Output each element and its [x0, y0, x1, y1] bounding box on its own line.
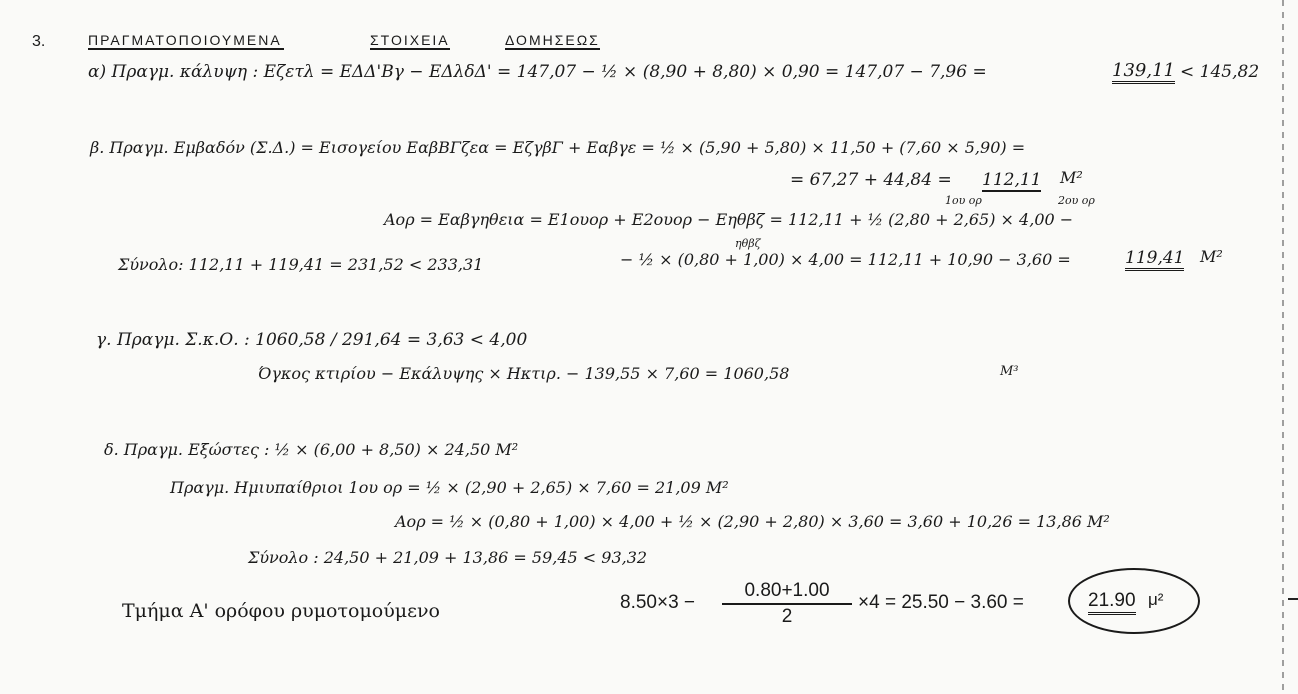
section-number: 3. — [32, 33, 46, 50]
section-d-line1: δ. Πραγμ. Εξώστες : ½ × (6,00 + 8,50) × 24,50 Μ² — [104, 440, 519, 459]
header-title-3: ΔΟΜΗΣΕΩΣ — [505, 32, 600, 48]
header-title-2: ΣΤΟΙΧΕΙΑ — [370, 32, 450, 48]
section-e-fraction — [722, 580, 852, 628]
section-b-line2-prefix: = 67,27 + 44,84 = — [790, 170, 952, 190]
section-b-line2-result: 112,11 — [982, 170, 1042, 190]
fraction-numerator: 0.80+1.00 — [744, 580, 830, 601]
section-a-limit: < 145,82 — [1180, 62, 1260, 82]
section-e-expr-right: ×4 = 25.50 − 3.60 = — [858, 592, 1024, 613]
section-c-line2: Όγκος κτιρίου − Εκάλυψης × Ηκτιρ. − 139,55 × 7,60 = 1060,58 — [258, 364, 790, 383]
section-b-line3: Αορ = Εαβγηθεια = Ε1ουορ + Ε2ουορ − Εηθβζ = 112,11 + ½ (2,80 + 2,65) × 4,00 − — [384, 210, 1074, 229]
section-b-above2: 2ου ορ — [1058, 194, 1095, 207]
section-c-line1: γ. Πραγμ. Σ.κ.Ο. : 1060,58 / 291,64 = 3,63 < 4,00 — [96, 330, 528, 350]
section-b-above1: 1ου ορ — [945, 194, 982, 207]
section-b-line2-unit: Μ² — [1060, 168, 1083, 187]
section-c-unit: Μ³ — [1000, 364, 1019, 379]
section-d-line2: Πραγμ. Ημιυπαίθριοι 1ου ορ = ½ × (2,90 + 2,65) × 7,60 = 21,09 Μ² — [170, 478, 729, 497]
section-a-result: 139,11 — [1112, 60, 1175, 84]
margin-mark — [1288, 598, 1298, 600]
section-d-line4: Σύνολο : 24,50 + 21,09 + 13,86 = 59,45 < 93,32 — [248, 548, 648, 567]
section-b-line1: β. Πραγμ. Εμβαδόν (Σ.Δ.) = Εισογείου ΕαβΒΓζεα = ΕζγβΓ + Εαβγε = ½ × (5,90 + 5,80) × 11,50 + (7,60 × 5,90) = — [90, 138, 1026, 157]
section-b-check: Σύνολο: 112,11 + 119,41 = 231,52 < 233,31 — [118, 255, 484, 274]
section-b-line4-result: 119,41 — [1125, 248, 1184, 271]
section-a-text: α) Πραγμ. κάλυψη : Εζετλ = ΕΔΔ'Βγ − ΕΔλδΔ' = 147,07 − ½ × (8,90 + 8,80) × 0,90 = 147,07 − 7,96 = — [88, 62, 987, 82]
section-e-unit: μ² — [1148, 590, 1164, 609]
page-edge — [1282, 0, 1284, 694]
fraction-denominator: 2 — [781, 606, 793, 627]
section-b-line4-prefix: − ½ × (0,80 + 1,00) × 4,00 = 112,11 + 10,90 − 3,60 = — [620, 250, 1071, 269]
section-d-line3: Αορ = ½ × (0,80 + 1,00) × 4,00 + ½ × (2,90 + 2,80) × 3,60 = 3,60 + 10,26 = 13,86 Μ² — [395, 512, 1110, 531]
fraction-bar — [722, 603, 852, 605]
section-b-line4-unit: Μ² — [1200, 247, 1223, 266]
section-e-label: Τμήμα Α' ορόφου ρυμοτομούμενο — [122, 600, 440, 622]
section-e-expr-left: 8.50×3 − — [620, 592, 696, 613]
header-title-1: ΠΡΑΓΜΑΤΟΠΟΙΟΥΜΕΝΑ — [88, 32, 282, 48]
section-b-above3: ηθβζ — [735, 237, 761, 250]
section-e-result: 21.90 — [1088, 590, 1136, 615]
